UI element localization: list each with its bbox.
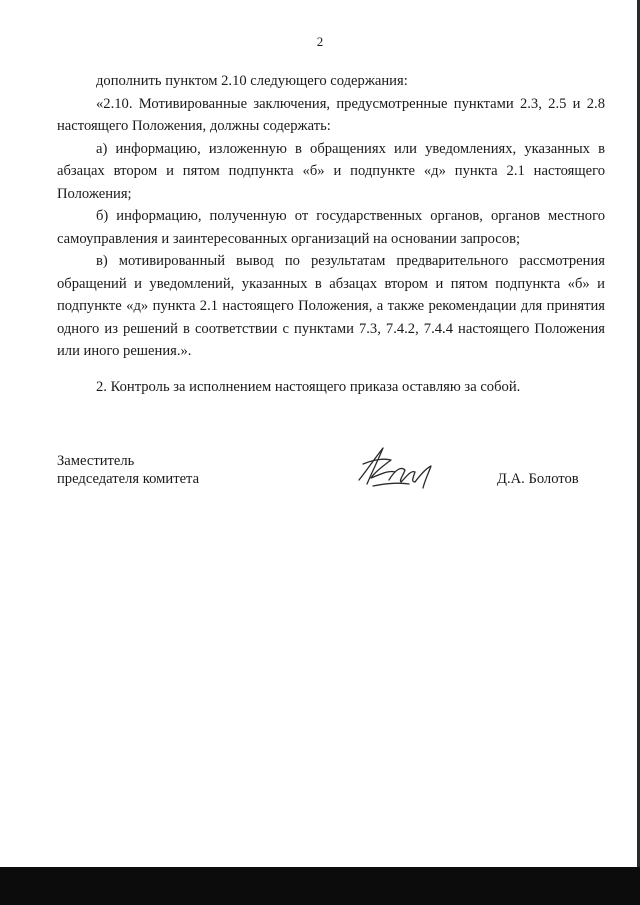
signatory-title-line1: Заместитель bbox=[57, 453, 135, 469]
handwritten-signature bbox=[353, 440, 445, 492]
signatory-name: Д.А. Болотов bbox=[497, 471, 579, 487]
paragraph-2-10: «2.10. Мотивированные заключения, предусмотренные пунктами 2.3, 2.5 и 2.8 настоящего Положения, должны содержать: bbox=[57, 95, 605, 134]
scan-bottom-bar bbox=[0, 867, 640, 905]
paragraph-intro: дополнить пунктом 2.10 следующего содержания: bbox=[96, 73, 408, 89]
paragraph-item-v: в) мотивированный вывод по результатам предварительного рассмотрения обращений и уведомлений, указанных в абзацах втором и пятом подпункта «б» и подпункте «д» пункта 2.1 настоящего Положения, а также рекомендации для принятия одного из решений в соответствии с пунктами 7.3, 7.4.2, 7.4.4 настоящего Положения или иного решения.». bbox=[57, 253, 605, 359]
paragraph-item-a: а) информацию, изложенную в обращениях или уведомлениях, указанных в абзацах втором и пятом подпункта «б» и подпункте «д» пункта 2.1 настоящего Положения; bbox=[57, 140, 605, 202]
signatory-title-line2: председателя комитета bbox=[57, 471, 200, 487]
page-number: 2 bbox=[316, 34, 324, 49]
document-body bbox=[57, 70, 605, 363]
signatory-title bbox=[57, 452, 199, 488]
order-point-2: 2. Контроль за исполнением настоящего приказа оставляю за собой. bbox=[96, 379, 521, 395]
paragraph-item-b: б) информацию, полученную от государственных органов, органов местного самоуправления и заинтересованных организаций на основании запросов; bbox=[57, 208, 605, 247]
